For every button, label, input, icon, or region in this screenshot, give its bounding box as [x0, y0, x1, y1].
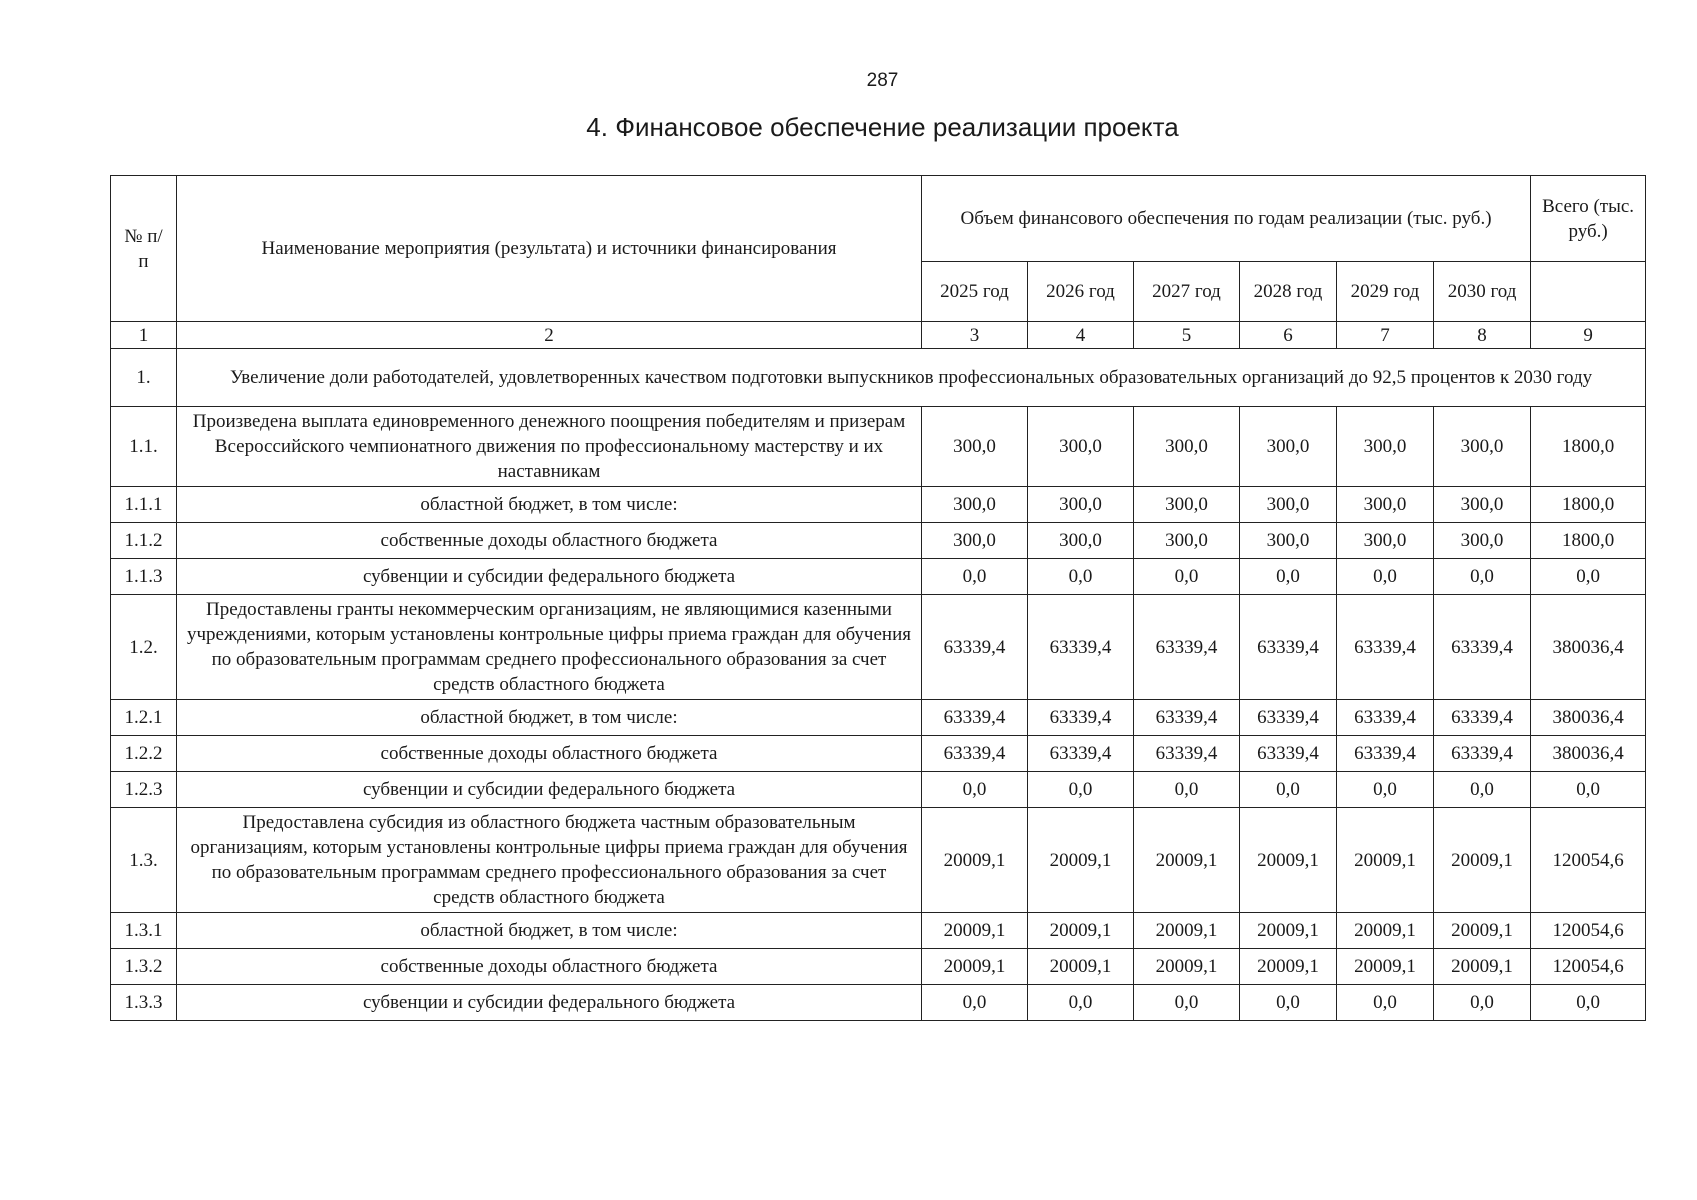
year-value: 0,0 [1240, 559, 1337, 595]
row-name: областной бюджет, в том числе: [177, 700, 922, 736]
header-year: 2030 год [1434, 262, 1531, 322]
column-number: 1 [111, 322, 177, 349]
activity-row [111, 407, 1646, 487]
year-value: 300,0 [1337, 523, 1434, 559]
year-value: 63339,4 [1134, 736, 1240, 772]
row-total: 0,0 [1531, 985, 1646, 1021]
row-name: Предоставлены гранты некоммерческим организациям, не являющимися казенными учреждениями, которым установлены контрольные цифры приема граждан для обучения по образовательным программам среднего профессионального образования за счет средств областного бюджета [177, 595, 922, 700]
year-value: 0,0 [1434, 772, 1531, 808]
year-value: 300,0 [1028, 523, 1134, 559]
section-title: 4. Финансовое обеспечение реализации проекта [586, 112, 1179, 142]
year-value: 20009,1 [1134, 913, 1240, 949]
year-value: 63339,4 [922, 595, 1028, 700]
source-row [111, 487, 1646, 523]
row-name: Предоставлена субсидия из областного бюджета частным образовательным организациям, которым установлены контрольные цифры приема граждан для обучения по образовательным программам среднего профессионального образования за счет средств областного бюджета [177, 808, 922, 913]
year-value: 20009,1 [922, 808, 1028, 913]
year-value: 63339,4 [1337, 595, 1434, 700]
row-name: областной бюджет, в том числе: [177, 913, 922, 949]
year-value: 20009,1 [1434, 949, 1531, 985]
year-value: 0,0 [1434, 559, 1531, 595]
financing-table [110, 175, 1646, 1021]
year-value: 63339,4 [1434, 700, 1531, 736]
header-total: Всего (тыс. руб.) [1531, 176, 1646, 262]
column-number: 4 [1028, 322, 1134, 349]
source-row [111, 559, 1646, 595]
row-number: 1.3.1 [111, 913, 177, 949]
year-value: 63339,4 [1240, 700, 1337, 736]
row-number: 1.2.2 [111, 736, 177, 772]
goal-row [111, 349, 1646, 407]
year-value: 20009,1 [1434, 913, 1531, 949]
row-total: 0,0 [1531, 559, 1646, 595]
year-value: 300,0 [1434, 407, 1531, 487]
column-number: 9 [1531, 322, 1646, 349]
row-total: 120054,6 [1531, 913, 1646, 949]
row-name: субвенции и субсидии федерального бюджета [177, 559, 922, 595]
year-value: 300,0 [1240, 407, 1337, 487]
year-value: 20009,1 [922, 949, 1028, 985]
year-value: 63339,4 [1240, 595, 1337, 700]
row-number: 1.1.1 [111, 487, 177, 523]
year-value: 300,0 [1134, 407, 1240, 487]
row-name: областной бюджет, в том числе: [177, 487, 922, 523]
year-value: 0,0 [922, 985, 1028, 1021]
row-total: 1800,0 [1531, 487, 1646, 523]
activity-row [111, 595, 1646, 700]
year-value: 20009,1 [1134, 808, 1240, 913]
year-value: 0,0 [1337, 772, 1434, 808]
row-total: 120054,6 [1531, 808, 1646, 913]
row-total: 120054,6 [1531, 949, 1646, 985]
row-number: 1.3.3 [111, 985, 177, 1021]
source-row [111, 772, 1646, 808]
row-number: 1.3. [111, 808, 177, 913]
year-value: 20009,1 [1337, 949, 1434, 985]
row-total: 0,0 [1531, 772, 1646, 808]
source-row [111, 949, 1646, 985]
year-value: 0,0 [1337, 559, 1434, 595]
source-row [111, 985, 1646, 1021]
year-value: 63339,4 [922, 736, 1028, 772]
column-number: 5 [1134, 322, 1240, 349]
year-value: 20009,1 [1028, 913, 1134, 949]
activity-row [111, 808, 1646, 913]
year-value: 20009,1 [1028, 808, 1134, 913]
year-value: 300,0 [922, 407, 1028, 487]
year-value: 0,0 [1434, 985, 1531, 1021]
year-value: 0,0 [1028, 559, 1134, 595]
year-value: 0,0 [1240, 772, 1337, 808]
source-row [111, 523, 1646, 559]
header-empty-cell [1531, 262, 1646, 322]
row-total: 380036,4 [1531, 595, 1646, 700]
source-row [111, 913, 1646, 949]
year-value: 300,0 [1134, 487, 1240, 523]
year-value: 0,0 [1337, 985, 1434, 1021]
column-number-row [111, 322, 1646, 349]
header-num: № п/п [111, 176, 177, 322]
year-value: 63339,4 [1434, 595, 1531, 700]
column-number: 7 [1337, 322, 1434, 349]
source-row [111, 736, 1646, 772]
column-number: 3 [922, 322, 1028, 349]
row-number: 1.1.2 [111, 523, 177, 559]
header-volume: Объем финансового обеспечения по годам реализации (тыс. руб.) [922, 176, 1531, 262]
year-value: 0,0 [1134, 559, 1240, 595]
year-value: 20009,1 [1134, 949, 1240, 985]
year-value: 20009,1 [922, 913, 1028, 949]
row-name: Произведена выплата единовременного денежного поощрения победителям и призерам Всероссийского чемпионатного движения по профессиональному мастерству и их наставникам [177, 407, 922, 487]
year-value: 20009,1 [1337, 808, 1434, 913]
year-value: 0,0 [922, 559, 1028, 595]
row-total: 380036,4 [1531, 736, 1646, 772]
row-number: 1.2. [111, 595, 177, 700]
header-year: 2026 год [1028, 262, 1134, 322]
year-value: 63339,4 [922, 700, 1028, 736]
year-value: 20009,1 [1028, 949, 1134, 985]
year-value: 0,0 [922, 772, 1028, 808]
year-value: 300,0 [1337, 407, 1434, 487]
row-total: 1800,0 [1531, 407, 1646, 487]
column-number: 2 [177, 322, 922, 349]
year-value: 0,0 [1240, 985, 1337, 1021]
row-number: 1.2.3 [111, 772, 177, 808]
row-name: собственные доходы областного бюджета [177, 949, 922, 985]
year-value: 63339,4 [1434, 736, 1531, 772]
year-value: 0,0 [1134, 772, 1240, 808]
header-year: 2029 год [1337, 262, 1434, 322]
row-number: 1.1.3 [111, 559, 177, 595]
year-value: 300,0 [1337, 487, 1434, 523]
year-value: 300,0 [1028, 407, 1134, 487]
source-row [111, 700, 1646, 736]
year-value: 63339,4 [1134, 595, 1240, 700]
year-value: 20009,1 [1434, 808, 1531, 913]
row-number: 1.1. [111, 407, 177, 487]
year-value: 300,0 [1434, 487, 1531, 523]
year-value: 0,0 [1028, 772, 1134, 808]
header-year: 2027 год [1134, 262, 1240, 322]
year-value: 0,0 [1028, 985, 1134, 1021]
goal-text: Увеличение доли работодателей, удовлетворенных качеством подготовки выпускников профессиональных образовательных организаций до 92,5 процентов к 2030 году [177, 349, 1646, 407]
year-value: 300,0 [1134, 523, 1240, 559]
year-value: 300,0 [1028, 487, 1134, 523]
year-value: 63339,4 [1134, 700, 1240, 736]
year-value: 300,0 [1434, 523, 1531, 559]
year-value: 63339,4 [1337, 700, 1434, 736]
year-value: 0,0 [1134, 985, 1240, 1021]
year-value: 20009,1 [1337, 913, 1434, 949]
year-value: 300,0 [1240, 487, 1337, 523]
year-value: 300,0 [922, 523, 1028, 559]
row-name: собственные доходы областного бюджета [177, 736, 922, 772]
year-value: 63339,4 [1028, 700, 1134, 736]
year-value: 20009,1 [1240, 808, 1337, 913]
year-value: 20009,1 [1240, 913, 1337, 949]
year-value: 300,0 [922, 487, 1028, 523]
header-row [111, 176, 1646, 262]
header-year: 2028 год [1240, 262, 1337, 322]
goal-number: 1. [111, 349, 177, 407]
header-year: 2025 год [922, 262, 1028, 322]
row-name: собственные доходы областного бюджета [177, 523, 922, 559]
row-total: 1800,0 [1531, 523, 1646, 559]
year-value: 63339,4 [1337, 736, 1434, 772]
year-value: 300,0 [1240, 523, 1337, 559]
page-number: 287 [866, 70, 899, 91]
row-total: 380036,4 [1531, 700, 1646, 736]
year-value: 20009,1 [1240, 949, 1337, 985]
row-name: субвенции и субсидии федерального бюджета [177, 985, 922, 1021]
column-number: 6 [1240, 322, 1337, 349]
year-value: 63339,4 [1240, 736, 1337, 772]
year-value: 63339,4 [1028, 595, 1134, 700]
row-number: 1.2.1 [111, 700, 177, 736]
year-value: 63339,4 [1028, 736, 1134, 772]
column-number: 8 [1434, 322, 1531, 349]
row-number: 1.3.2 [111, 949, 177, 985]
row-name: субвенции и субсидии федерального бюджета [177, 772, 922, 808]
header-name: Наименование мероприятия (результата) и источники финансирования [177, 176, 922, 322]
